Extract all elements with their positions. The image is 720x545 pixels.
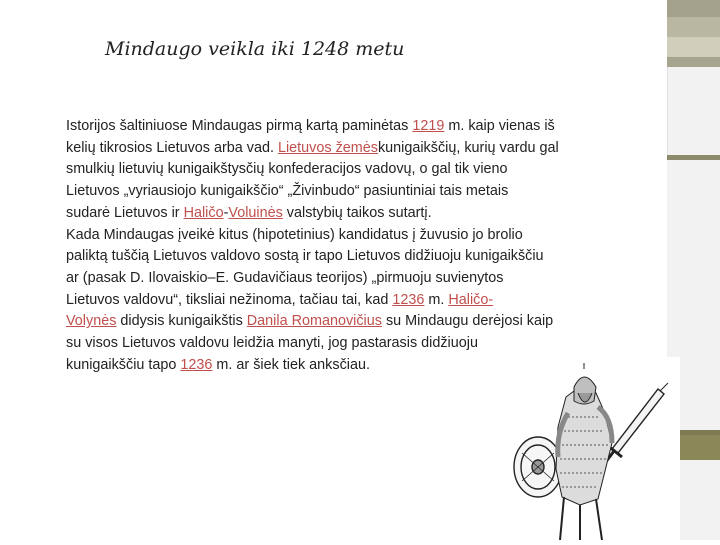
text-line: paliktą tuščią Lietuvos valdovo sostą ir tapo Lietuvos didžiuoju kunigaikščiu bbox=[66, 248, 544, 265]
panel-band bbox=[667, 17, 720, 37]
panel-band bbox=[667, 0, 720, 17]
link-year-1236[interactable]: 1236 bbox=[392, 291, 425, 308]
text-span: m. ar šiek tiek anksčiau. bbox=[212, 356, 370, 373]
link-volynes[interactable]: Volynės bbox=[66, 313, 117, 330]
text-line bbox=[66, 290, 641, 312]
text-line: smulkių lietuvių kunigaikštysčių konfederacijos vadovų, o gal tik vieno bbox=[66, 161, 508, 178]
link-year-1219[interactable]: 1219 bbox=[412, 118, 445, 134]
link-year-1236[interactable]: 1236 bbox=[180, 356, 213, 373]
text-line bbox=[66, 116, 641, 138]
text-span: su Mindaugu derėjosi kaip bbox=[381, 313, 554, 330]
panel-band bbox=[667, 57, 720, 67]
link-halico[interactable]: Haličo bbox=[183, 204, 224, 221]
text-span: m. kaip vienas iš bbox=[444, 118, 555, 134]
text-span: kunigaikščiu tapo bbox=[66, 356, 181, 373]
armored-knight-icon bbox=[508, 357, 680, 540]
text-span: m. bbox=[424, 291, 449, 308]
text-span: kunigaikščių, kurių vardu gal bbox=[377, 139, 559, 156]
text-span: sudarė Lietuvos ir bbox=[66, 204, 184, 221]
text-line bbox=[66, 311, 641, 333]
slide-title: Mindaugo veikla iki 1248 metu bbox=[105, 38, 405, 60]
link-danila-romanovicius[interactable]: Danila Romanovičius bbox=[246, 313, 382, 330]
text-line: su visos Lietuvos valdovu leidžia manyti, jog pastarasis didžiuoju bbox=[66, 335, 478, 352]
knight-illustration bbox=[508, 357, 680, 540]
link-halico-volynes[interactable]: Haličo- bbox=[448, 291, 494, 308]
body-text bbox=[66, 116, 641, 376]
link-voluines[interactable]: Voluinės bbox=[228, 204, 283, 221]
text-line: ar (pasak D. Ilovaiskio–E. Gudavičiaus teorijos) „pirmuoju suvienytos bbox=[66, 269, 504, 286]
text-span: Lietuvos valdovu“, tiksliai nežinoma, tačiau tai, kad bbox=[66, 291, 393, 308]
text-span: Istorijos šaltiniuose Mindaugas pirmą kartą paminėtas bbox=[66, 118, 413, 134]
link-lietuvos-zemes[interactable]: Lietuvos žemės bbox=[277, 139, 378, 156]
panel-band bbox=[667, 37, 720, 57]
text-line bbox=[66, 138, 641, 160]
text-span: kelių tikrosios Lietuvos arba vad. bbox=[66, 139, 278, 156]
text-span: - bbox=[223, 204, 229, 221]
text-span: valstybių taikos sutartį. bbox=[282, 204, 432, 221]
text-line: Lietuvos „vyriausiojo kunigaikščio“ „Živinbudo“ pasiuntiniai tais metais bbox=[66, 183, 509, 200]
text-line: Kada Mindaugas įveikė kitus (hipotetinius) kandidatus į žuvusio jo brolio bbox=[66, 226, 523, 243]
text-span: didysis kunigaikštis bbox=[116, 313, 247, 330]
text-line bbox=[66, 203, 641, 225]
